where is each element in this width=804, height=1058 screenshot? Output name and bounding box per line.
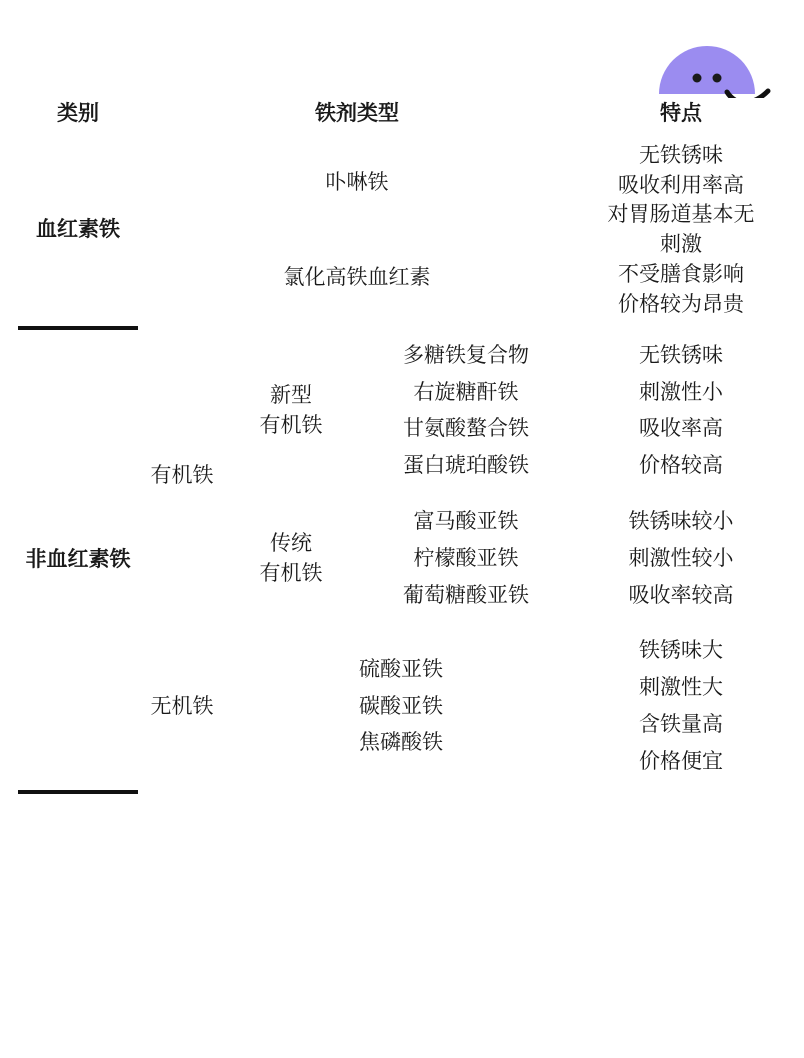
feature-line: 对胃肠道基本无: [607, 203, 755, 227]
feature-line: 价格较为昂贵: [618, 292, 745, 316]
feature-line: 铁锈味大: [639, 639, 724, 663]
type-porphyrin-iron: 卟啉铁: [325, 170, 389, 194]
subgroup-line: 传统: [270, 531, 312, 555]
category-heme-iron: 血红素铁: [36, 218, 120, 242]
feature-line: 不受膳食影响: [618, 263, 745, 287]
item: 硫酸亚铁: [359, 657, 444, 681]
group-organic-iron: 有机铁: [150, 463, 214, 487]
item: 蛋白琥珀酸铁: [403, 454, 530, 478]
items-new-organic-iron: [356, 328, 576, 494]
feature-line: 价格便宜: [639, 749, 724, 773]
table-header-row: [18, 93, 786, 135]
item: 甘氨酸螯合铁: [403, 417, 530, 441]
subgroup-line: 新型: [270, 384, 312, 407]
feature-line: 铁锈味较小: [628, 509, 734, 533]
table-row: [18, 135, 786, 230]
subgroup-line: 有机铁: [259, 561, 323, 585]
header-iron-type: 铁剂类型: [315, 102, 400, 125]
feature-line: 吸收率高: [639, 417, 724, 441]
item: 多糖铁复合物: [403, 343, 530, 367]
bottom-divider-row: [18, 790, 786, 792]
subgroup-traditional-organic-iron: [226, 494, 356, 623]
feature-line: 含铁量高: [639, 713, 724, 736]
subgroup-new-organic-iron: [226, 328, 356, 494]
feature-line: 吸收利用率高: [618, 173, 745, 197]
feature-line: 无铁锈味: [639, 143, 724, 167]
item: 焦磷酸铁: [359, 731, 444, 755]
feature-line: 刺激: [660, 233, 703, 257]
subgroup-line: 有机铁: [259, 413, 323, 437]
feature-line: 刺激性大: [639, 676, 724, 700]
type-hemin-chloride: 氯化高铁血红素: [283, 266, 431, 290]
bottom-divider: [18, 790, 138, 792]
bottom-divider-spacer: [138, 790, 786, 792]
table-row: [18, 328, 786, 494]
items-inorganic-iron: [226, 623, 576, 789]
item: 右旋糖酐铁: [413, 380, 519, 404]
category-non-heme-iron: 非血红素铁: [25, 547, 131, 571]
feature-line: 无铁锈味: [639, 343, 724, 367]
feature-inorganic-iron: [576, 623, 786, 789]
feature-new-organic-iron: [576, 328, 786, 494]
feature-line: 价格较高: [639, 454, 724, 478]
feature-line: 刺激性小: [639, 380, 724, 404]
feature-line: 刺激性较小: [628, 546, 734, 570]
item: 葡萄糖酸亚铁: [403, 583, 530, 607]
header-category: 类别: [57, 102, 99, 125]
feature-line: 吸收率较高: [628, 583, 734, 607]
header-features: 特点: [660, 102, 703, 125]
iron-supplement-table: [18, 93, 786, 794]
feature-traditional-organic-iron: [576, 494, 786, 623]
item: 柠檬酸亚铁: [413, 546, 519, 570]
item: 碳酸亚铁: [359, 694, 444, 718]
item: 富马酸亚铁: [413, 509, 519, 533]
group-inorganic-iron: 无机铁: [150, 694, 214, 718]
purple-smiley-blob: [655, 28, 773, 98]
items-traditional-organic-iron: [356, 494, 576, 623]
feature-heme-iron: [576, 135, 786, 326]
